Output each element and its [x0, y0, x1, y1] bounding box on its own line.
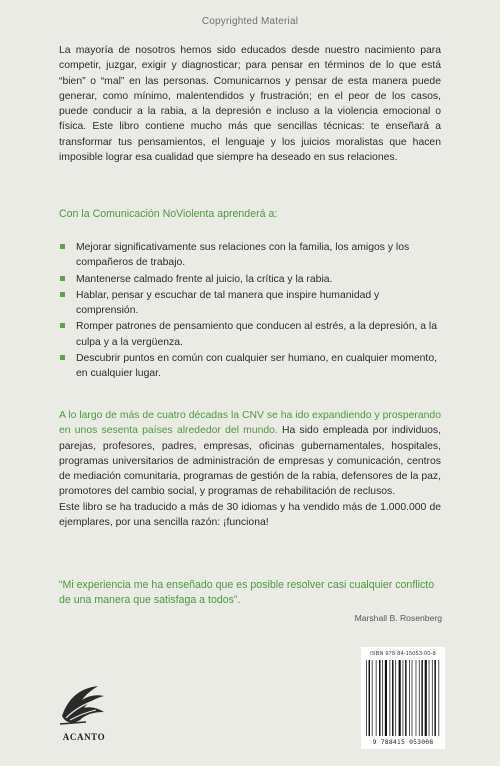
barcode-bar	[379, 660, 380, 736]
barcode-bar	[382, 660, 383, 736]
barcode-bar	[376, 660, 377, 736]
barcode-bar	[416, 660, 417, 736]
barcode-bar	[412, 660, 413, 736]
list-item	[59, 240, 441, 271]
publisher-logo	[56, 676, 112, 748]
barcode-bar	[438, 660, 439, 736]
square-bullet-icon	[60, 244, 65, 249]
intro-paragraph: La mayoría de nosotros hemos sido educados desde nuestro nacimiento para competir, juzgar, exigir y diagnosticar; para pensar en términos de lo que está “bien” o “mal” en las personas. Comunicarnos y pensar de esta manera puede generar, como mínimo, malentendidos y frustración; en el peor de los casos, puede conducir a la rabia, a la depresión e incluso a la violencia emocional o física. Este libro contiene mucho más que sencillas técnicas: te enseñará a transformar tus pensamientos, el lenguaje y los juicios moralistas que hacen imposible lograr esa cualidad que siempre ha deseado en sus relaciones.	[59, 45, 441, 164]
history-highlight: A lo largo de más de cuatro décadas la CNV se ha ido expandiendo y prosperando en unos sesenta países alrededor del mundo.	[59, 410, 441, 437]
barcode-bar	[409, 660, 410, 736]
publisher-name: ACANTO	[62, 732, 106, 742]
history-text: Ha sido empleada por individuos, parejas, profesores, padres, empresas, oficinas gubernamentales, hospitales, programas universitarios de administración de empresas y comunicación, centros de mediación comunitaria, programas de gestión de la rabia, defensores de la paz, promotores del cambio social, y programas de rehabilitación de reclusos.	[59, 425, 442, 498]
barcode-bar	[434, 660, 435, 736]
list-item-text: Romper patrones de pensamiento que conducen al estrés, a la depresión, a la culpa y a la vergüenza.	[76, 321, 438, 348]
barcode-bar	[403, 660, 404, 736]
barcode-bar	[366, 660, 367, 736]
barcode-bar	[369, 660, 370, 736]
barcode-bar	[432, 660, 433, 736]
benefits-list	[59, 240, 441, 383]
square-bullet-icon	[60, 355, 65, 360]
barcode-digits: 9 788415 053008	[372, 738, 434, 746]
barcode-bar	[425, 660, 427, 736]
square-bullet-icon	[60, 323, 65, 328]
barcode-bar	[385, 660, 387, 736]
barcode-bar	[429, 660, 430, 736]
list-item	[59, 319, 441, 350]
list-item	[59, 272, 441, 287]
barcode-bar	[419, 660, 420, 736]
square-bullet-icon	[60, 292, 65, 297]
translation-text: Este libro se ha traducido a más de 30 idiomas y ha vendido más de 1.000.000 de ejemplares, por una sencilla razón: ¡funciona!	[59, 501, 441, 529]
barcode-bar	[399, 660, 401, 736]
copyright-notice: Copyrighted Material	[201, 16, 299, 27]
square-bullet-icon	[60, 276, 65, 281]
author-quote: “Mi experiencia me ha enseñado que es posible resolver casi cualquier conflicto de una manera que satisfaga a todos”.	[59, 579, 435, 607]
barcode-bar	[390, 660, 391, 736]
barcode-bar	[405, 660, 406, 736]
barcode-box	[361, 647, 445, 749]
barcode-bar	[372, 660, 373, 736]
barcode-bar	[395, 660, 396, 736]
barcode-bar	[421, 660, 422, 736]
list-item-text: Mejorar significativamente sus relaciones con la familia, los amigos y los compañeros de trabajo.	[76, 242, 410, 269]
isbn-text: ISBN 978-84-15053-00-8	[370, 651, 436, 657]
barcode	[366, 660, 440, 736]
history-paragraph	[59, 408, 441, 530]
cnv-heading: Con la Comunicación NoViolenta aprenderá a:	[59, 208, 278, 220]
barcode-bar	[392, 660, 393, 736]
list-item-text: Descubrir puntos en común con cualquier ser humano, en cualquier momento, en cualquier lugar.	[76, 353, 437, 380]
list-item	[59, 288, 441, 319]
quote-author: Marshall B. Rosenberg	[354, 613, 442, 623]
list-item-text: Mantenerse calmado frente al juicio, la crítica y la rabia.	[76, 273, 333, 285]
list-item-text: Hablar, pensar y escuchar de tal manera que inspire humanidad y comprensión.	[76, 289, 380, 317]
acanto-leaf-icon	[56, 676, 112, 732]
list-item	[59, 351, 441, 382]
